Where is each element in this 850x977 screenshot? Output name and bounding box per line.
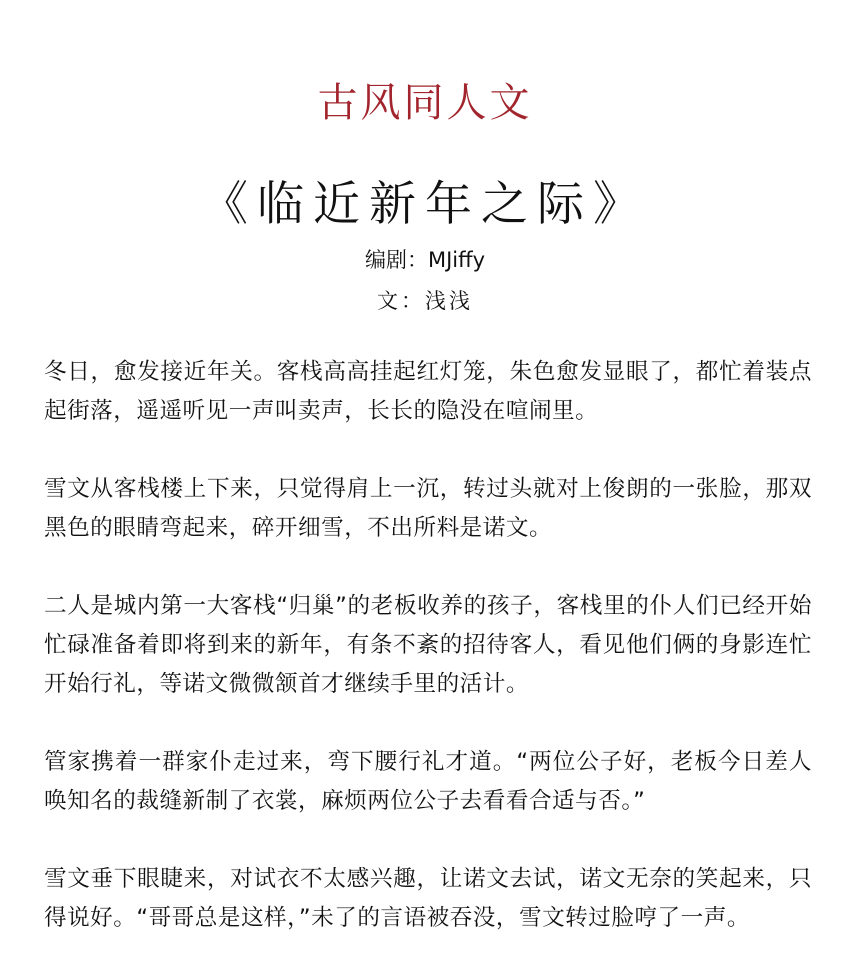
story-paragraph: 管家携着一群家仆走过来，弯下腰行礼才道。“两位公子好，老板今日差人唤知名的裁缝新制了衣裳，麻烦两位公子去看看合适与否。” (44, 749, 812, 814)
story-paragraph: 冬日，愈发接近年关。客栈高高挂起红灯笼，朱色愈发显眼了，都忙着装点起街落，遥遥听见一声叫卖声，长长的隐没在喧闹里。 (44, 359, 812, 424)
writer-credit: 编剧：MJiffy (364, 248, 486, 272)
story-paragraph: 雪文从客栈楼上下来，只觉得肩上一沉，转过头就对上俊朗的一张脸，那双黑色的眼睛弯起来，碎开细雪，不出所料是诺文。 (44, 476, 812, 541)
story-body (44, 353, 812, 977)
story-paragraph: 二人是城内第一大客栈“归巢”的老板收养的孩子，客栈里的仆人们已经开始忙碌准备着即将到来的新年，有条不紊的招待客人，看见他们俩的身影连忙开始行礼，等诺文微微颔首才继续手里的活计。 (44, 593, 812, 697)
author-credit: 文：浅浅 (377, 289, 473, 313)
story-title: 《临近新年之际》 (201, 177, 649, 232)
story-paragraph: 雪文垂下眼睫来，对试衣不太感兴趣，让诺文去试，诺文无奈的笑起来，只得说好。“哥哥总是这样，”未了的言语被吞没，雪文转过脸哼了一声。 (44, 866, 812, 931)
category-heading: 古风同人文 (317, 80, 533, 126)
